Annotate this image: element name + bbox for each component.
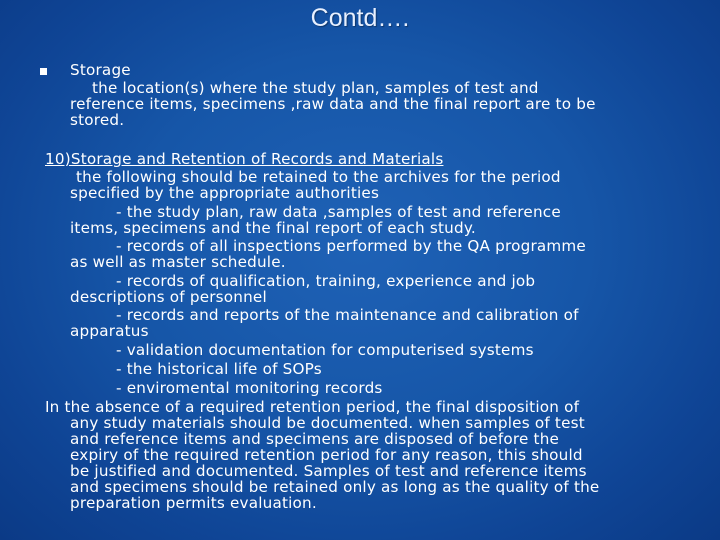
closing-line: any study materials should be documented. when samples of test <box>70 414 585 432</box>
retention-item: - enviromental monitoring records <box>116 379 383 397</box>
closing-line: be justified and documented. Samples of test and reference items <box>70 462 587 480</box>
storage-line: the location(s) where the study plan, samples of test and <box>92 79 539 97</box>
retention-item-cont: apparatus <box>70 322 149 340</box>
square-bullet-icon <box>40 68 47 75</box>
storage-line: reference items, specimens ,raw data and the final report are to be <box>70 95 596 113</box>
closing-line: and specimens should be retained only as long as the quality of the <box>70 478 600 496</box>
bullet-heading: Storage <box>70 61 131 79</box>
slide-title: Contd…. <box>310 4 410 32</box>
intro-line: specified by the appropriate authorities <box>70 184 380 202</box>
retention-item-cont: as well as master schedule. <box>70 253 286 271</box>
retention-item-cont: items, specimens and the final report of each study. <box>70 219 476 237</box>
retention-item: - records and reports of the maintenance and calibration of <box>116 306 579 324</box>
section-heading: 10)Storage and Retention of Records and Materials <box>45 150 444 168</box>
retention-item: - validation documentation for computerised systems <box>116 341 534 359</box>
retention-item: - the historical life of SOPs <box>116 360 322 378</box>
retention-item: - records of all inspections performed by the QA programme <box>116 237 586 255</box>
closing-line: and reference items and specimens are disposed of before the <box>70 430 560 448</box>
closing-line: In the absence of a required retention period, the final disposition of <box>45 398 580 416</box>
closing-line: expiry of the required retention period for any reason, this should <box>70 446 583 464</box>
retention-item: - the study plan, raw data ,samples of test and reference <box>116 203 561 221</box>
retention-item: - records of qualification, training, experience and job <box>116 272 536 290</box>
retention-item-cont: descriptions of personnel <box>70 288 267 306</box>
intro-line: the following should be retained to the archives for the period <box>76 168 561 186</box>
closing-line: preparation permits evaluation. <box>70 494 317 512</box>
storage-line: stored. <box>70 111 125 129</box>
